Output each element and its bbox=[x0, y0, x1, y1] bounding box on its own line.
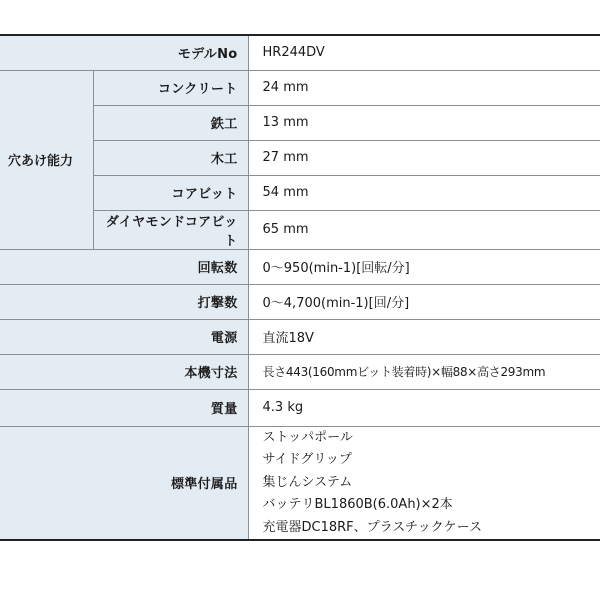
accessory-item: 集じんシステム bbox=[262, 474, 353, 490]
spec-row-impact bbox=[0, 284, 600, 319]
diamond-core-bit-value: 65 mm bbox=[248, 210, 600, 249]
spec-row-dimensions bbox=[0, 354, 600, 389]
spec-row-model bbox=[0, 35, 600, 70]
accessory-item: ストッパポール bbox=[262, 429, 353, 445]
accessory-item: バッテリBL1860B(6.0Ah)×2本 bbox=[262, 497, 453, 512]
wood-label: 木工 bbox=[93, 140, 248, 175]
spec-table bbox=[0, 34, 600, 541]
model-label: モデルNo bbox=[0, 35, 248, 70]
weight-label: 質量 bbox=[0, 389, 248, 426]
steel-label: 鉄工 bbox=[93, 105, 248, 140]
impact-label: 打撃数 bbox=[0, 284, 248, 319]
dimensions-value: 長さ443(160mmビット装着時)×幅88×高さ293mm bbox=[248, 354, 600, 389]
power-label: 電源 bbox=[0, 319, 248, 354]
rotation-value: 0～950(min-1)[回転/分] bbox=[248, 249, 600, 284]
concrete-label: コンクリート bbox=[93, 70, 248, 105]
accessory-item: サイドグリップ bbox=[262, 452, 352, 467]
impact-value: 0～4,700(min-1)[回/分] bbox=[248, 284, 600, 319]
accessories-value bbox=[248, 426, 600, 540]
core-bit-value: 54 mm bbox=[248, 175, 600, 210]
concrete-value: 24 mm bbox=[248, 70, 600, 105]
dimensions-label: 本機寸法 bbox=[0, 354, 248, 389]
wood-value: 27 mm bbox=[248, 140, 600, 175]
drilling-capacity-group-label: 穴あけ能力 bbox=[0, 70, 93, 249]
model-value: HR244DV bbox=[248, 35, 600, 70]
accessories-list bbox=[263, 427, 600, 540]
spec-row-power bbox=[0, 319, 600, 354]
weight-value: 4.3 kg bbox=[248, 389, 600, 426]
diamond-core-bit-label: ダイヤモンドコアビット bbox=[93, 210, 248, 249]
steel-value: 13 mm bbox=[248, 105, 600, 140]
spec-row-concrete bbox=[0, 70, 600, 105]
spec-row-accessories bbox=[0, 426, 600, 540]
spec-row-weight bbox=[0, 389, 600, 426]
accessory-item: 充電器DC18RF、プラスチックケース bbox=[262, 519, 482, 535]
rotation-label: 回転数 bbox=[0, 249, 248, 284]
accessories-label: 標準付属品 bbox=[0, 426, 248, 540]
core-bit-label: コアビット bbox=[93, 175, 248, 210]
spec-row-rotation bbox=[0, 249, 600, 284]
power-value: 直流18V bbox=[248, 319, 600, 354]
